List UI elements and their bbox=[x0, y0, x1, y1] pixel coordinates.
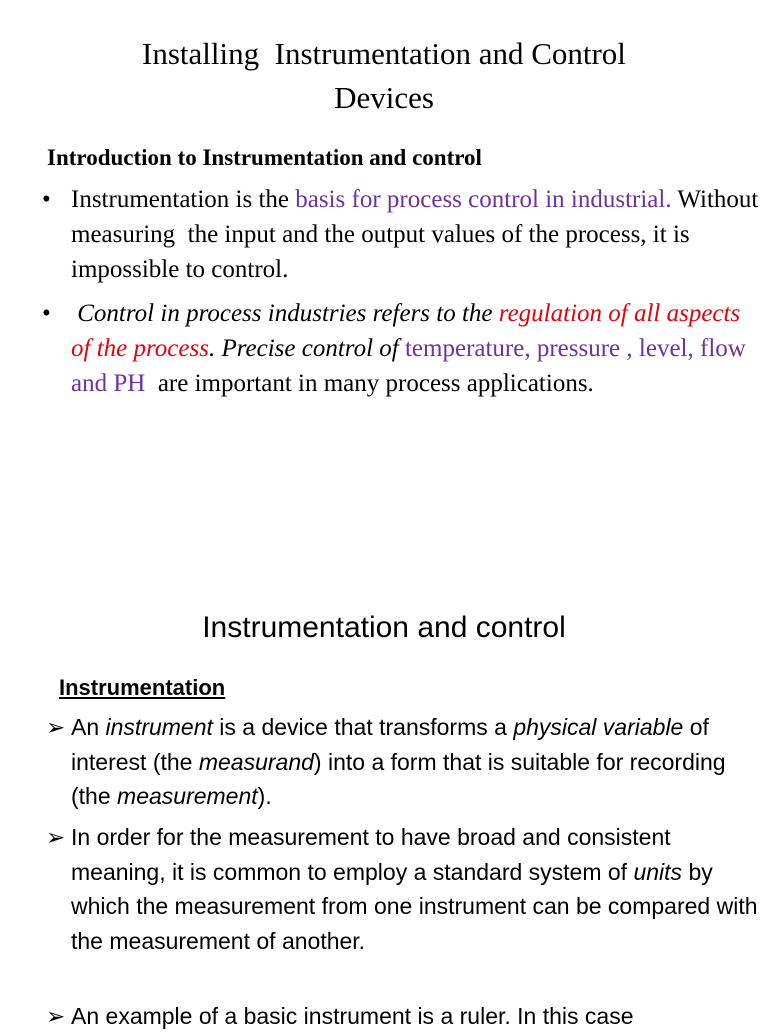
italic-text: measurand bbox=[198, 748, 314, 775]
bullet-text bbox=[71, 296, 762, 401]
arrow-bullet-item bbox=[46, 999, 758, 1034]
highlight-text: temperature, pressure , level, flow and PH bbox=[71, 335, 753, 397]
italic-text: measurement bbox=[117, 783, 258, 809]
arrow-bullet-item bbox=[46, 710, 758, 814]
slide-title: Instrumentation and control bbox=[202, 611, 566, 644]
arrow-bullet-icon: ➢ bbox=[46, 824, 66, 850]
slide-instrumentation bbox=[0, 590, 768, 1029]
highlight-text: basis for process control in industrial. bbox=[295, 186, 672, 213]
text-run: of interest (the bbox=[71, 714, 709, 775]
slide-title-line-2: Devices bbox=[334, 80, 434, 115]
text-run: ). bbox=[257, 783, 272, 809]
arrow-bullet-icon: ➢ bbox=[46, 714, 66, 740]
italic-text: instrument bbox=[105, 714, 213, 740]
text-run: Instrumentation is the bbox=[71, 186, 296, 213]
text-run: is a device that transforms a bbox=[212, 714, 514, 740]
bullet-text bbox=[71, 182, 765, 287]
italic-text: units bbox=[633, 858, 683, 885]
highlight-text: regulation of all aspects of the process bbox=[71, 300, 747, 362]
italic-text: . Precise control of bbox=[208, 335, 405, 362]
bullet-text bbox=[71, 820, 758, 958]
bullet-item bbox=[42, 296, 762, 401]
arrow-bullet-icon: ➢ bbox=[46, 1003, 66, 1029]
bullet-text bbox=[71, 710, 758, 814]
bullet-item bbox=[42, 182, 765, 287]
text-run: are important in many process applications. bbox=[145, 370, 594, 397]
section-heading: Instrumentation bbox=[59, 675, 226, 700]
slide-title-line-1: Installing Instrumentation and Control bbox=[142, 36, 626, 71]
bullet-text: An example of a basic instrument is a ruler. In this case bbox=[71, 1003, 634, 1029]
bullet-dot: • bbox=[42, 186, 51, 213]
text-run: In order for the measurement to have broad and consistent meaning, it is common to employ a standard system of bbox=[71, 824, 671, 885]
italic-text: Control in process industries refers to the bbox=[71, 300, 499, 327]
text-run: An bbox=[71, 714, 106, 740]
bullet-dot: • bbox=[42, 300, 51, 327]
slide-title bbox=[0, 32, 768, 120]
italic-text: physical variable bbox=[513, 714, 684, 740]
section-heading: Introduction to Instrumentation and control bbox=[47, 145, 482, 170]
text-run: ) into a form that is suitable for recording (the bbox=[71, 748, 726, 809]
text-run: Without measuring the input and the output values of the process, it is impossible to control. bbox=[71, 186, 765, 283]
arrow-bullet-item bbox=[46, 820, 758, 958]
text-run: by which the measurement from one instrument can be compared with the measurement of another. bbox=[71, 858, 758, 954]
